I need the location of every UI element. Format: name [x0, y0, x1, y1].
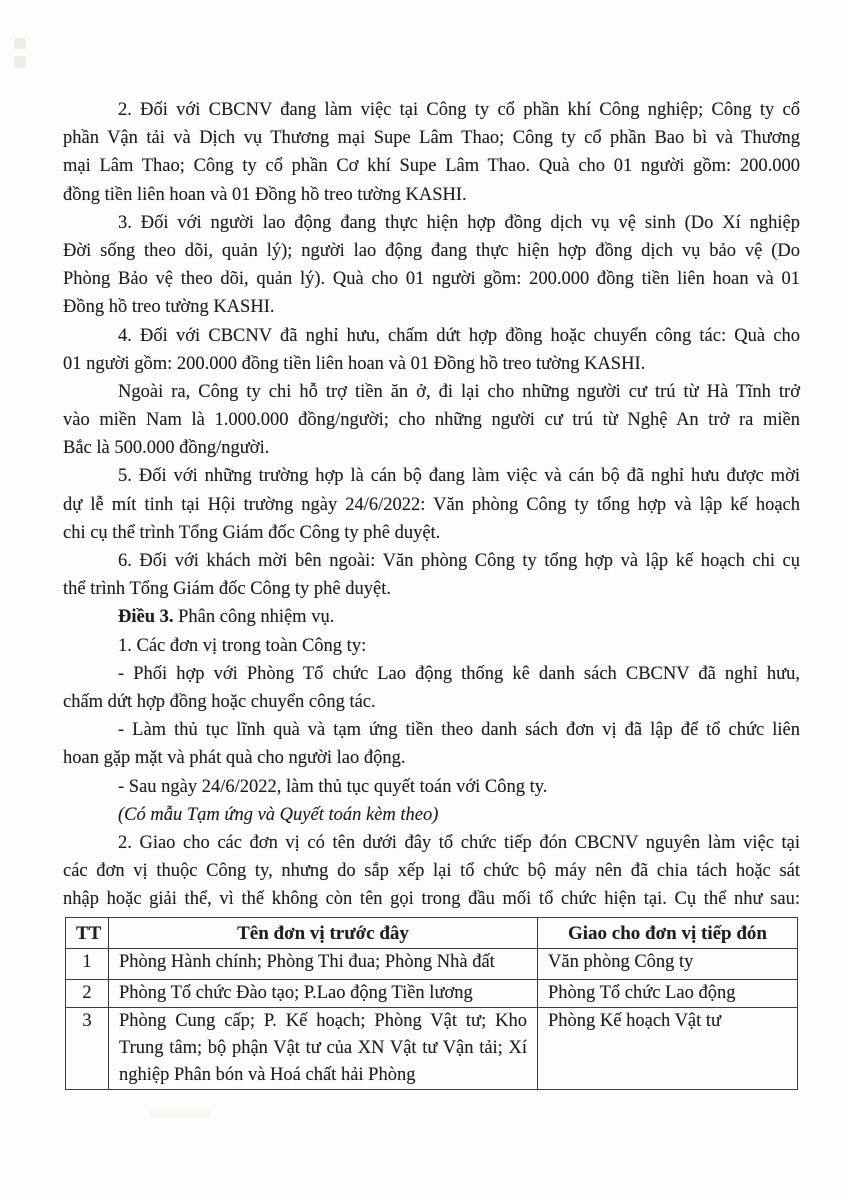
paragraph [63, 462, 800, 547]
text-line: 01 người gồm: 200.000 đồng tiền liên hoan và 01 Đồng hồ treo tường KASHI. [63, 353, 646, 374]
text-line: các đơn vị thuộc Công ty, nhưng do sắp xếp lại tổ chức bộ máy nên đã chia tách hoặc sát [63, 861, 800, 882]
text-line: Đồng hồ treo tường KASHI. [63, 297, 275, 318]
table-cell-tt: 3 [66, 1008, 109, 1090]
paragraph [63, 773, 800, 801]
text-line: chi cụ thể trình Tổng Giám đốc Công ty phê duyệt. [63, 522, 441, 543]
text-line: phần Vận tải và Dịch vụ Thương mại Supe Lâm Thao; Công ty cổ phần Bao bì và Thương [63, 128, 800, 149]
attachment-note: (Có mẫu Tạm ứng và Quyết toán kèm theo) [118, 804, 439, 825]
table-row [66, 949, 798, 980]
table-row [66, 1008, 798, 1090]
text-line: dự lễ mít tinh tại Hội trường ngày 24/6/2022: Văn phòng Công ty tổng hợp và lập kế hoạch [63, 494, 800, 515]
scan-smudge [14, 56, 26, 68]
table-cell-tt: 2 [66, 980, 109, 1008]
table-header-receiving-unit: Giao cho đơn vị tiếp đón [538, 918, 798, 949]
text-line: Phòng Bảo vệ theo dõi, quản lý). Quà cho 01 người gồm: 200.000 đồng tiền liên hoan và 01 [63, 269, 800, 290]
table-cell-old-unit: Phòng Hành chính; Phòng Thi đua; Phòng Nhà đất [109, 949, 538, 980]
paragraph [63, 96, 800, 209]
table-cell-old-unit: Phòng Cung cấp; P. Kế hoạch; Phòng Vật tư; Kho Trung tâm; bộ phận Vật tư của XN Vật tư Vận tải; Xí nghiệp Phân bón và Hoá chất hải Phòng [109, 1008, 538, 1090]
paragraph [63, 378, 800, 463]
section-heading-text: Phân công nhiệm vụ. [173, 607, 335, 628]
text-line: - Phối hợp với Phòng Tổ chức Lao động thống kê danh sách CBCNV đã nghỉ hưu, [118, 663, 800, 684]
text-line: - Sau ngày 24/6/2022, làm thủ tục quyết toán với Công ty. [118, 776, 548, 797]
assignment-table [65, 917, 798, 1090]
text-line: 4. Đối với CBCNV đã nghỉ hưu, chấm dứt hợp đồng hoặc chuyển công tác: Quà cho [118, 325, 800, 346]
text-line: Bắc là 500.000 đồng/người. [63, 438, 270, 459]
scan-smudge [14, 38, 26, 49]
table-header-tt: TT [66, 918, 109, 949]
paragraph [63, 547, 800, 603]
paragraph [63, 322, 800, 378]
table-cell-receiving-unit: Phòng Kế hoạch Vật tư [538, 1008, 798, 1090]
text-line: mại Lâm Thao; Công ty cổ phần Cơ khí Supe Lâm Thao. Quà cho 01 người gồm: 200.000 [63, 156, 800, 177]
table-cell-old-unit: Phòng Tổ chức Đào tạo; P.Lao động Tiền lương [109, 980, 538, 1008]
text-line: nhập hoặc giải thể, vì thế không còn tên gọi trong đầu mối tổ chức hiện tại. Cụ thể như sau: [63, 889, 800, 910]
paragraph [63, 716, 800, 772]
paragraph [63, 603, 800, 631]
text-line: chấm dứt hợp đồng hoặc chuyển công tác. [63, 691, 376, 712]
text-line: 2. Giao cho các đơn vị có tên dưới đây tổ chức tiếp đón CBCNV nguyên làm việc tại [118, 832, 800, 853]
text-line: 2. Đối với CBCNV đang làm việc tại Công ty cổ phần khí Công nghiệp; Công ty cổ [118, 100, 800, 120]
table-header-old-unit: Tên đơn vị trước đây [109, 918, 538, 949]
table-cell-receiving-unit: Phòng Tổ chức Lao động [538, 980, 798, 1008]
scan-smudge [150, 1110, 210, 1118]
section-heading-label: Điều 3. [118, 607, 174, 628]
paragraph [63, 801, 800, 829]
text-line: vào miền Nam là 1.000.000 đồng/người; cho những người cư trú từ Nghệ An trở ra miền [63, 410, 800, 431]
table-header-row [66, 918, 798, 949]
text-line: - Làm thủ tục lĩnh quà và tạm ứng tiền theo danh sách đơn vị đã lập để tổ chức liên [118, 720, 800, 741]
text-line: Ngoài ra, Công ty chi hỗ trợ tiền ăn ở, đi lại cho những người cư trú từ Hà Tĩnh trở [118, 381, 800, 402]
text-line: 6. Đối với khách mời bên ngoài: Văn phòng Công ty tổng hợp và lập kế hoạch chi cụ [118, 551, 800, 571]
text-line: thể trình Tổng Giám đốc Công ty phê duyệt. [63, 579, 391, 600]
table-cell-tt: 1 [66, 949, 109, 980]
text-line: Đời sống theo dõi, quản lý); người lao động đang thực hiện hợp đồng dịch vụ bảo vệ (Do [63, 240, 800, 261]
paragraph [63, 632, 800, 660]
table-row [66, 980, 798, 1008]
paragraph [63, 209, 800, 322]
paragraph [63, 829, 800, 914]
paragraph [63, 660, 800, 716]
section-heading [63, 603, 800, 631]
text-line: đồng tiền liên hoan và 01 Đồng hồ treo tường KASHI. [63, 184, 467, 205]
table-cell-receiving-unit: Văn phòng Công ty [538, 949, 798, 980]
text-line: 3. Đối với người lao động đang thực hiện hợp đồng dịch vụ vệ sinh (Do Xí nghiệp [118, 212, 800, 233]
text-line: hoan gặp mặt và phát quà cho người lao động. [63, 748, 406, 769]
text-line: 5. Đối với những trường hợp là cán bộ đang làm việc và cán bộ đã nghỉ hưu được mời [118, 466, 800, 487]
document-body [63, 96, 800, 1090]
text-line: 1. Các đơn vị trong toàn Công ty: [118, 635, 367, 656]
